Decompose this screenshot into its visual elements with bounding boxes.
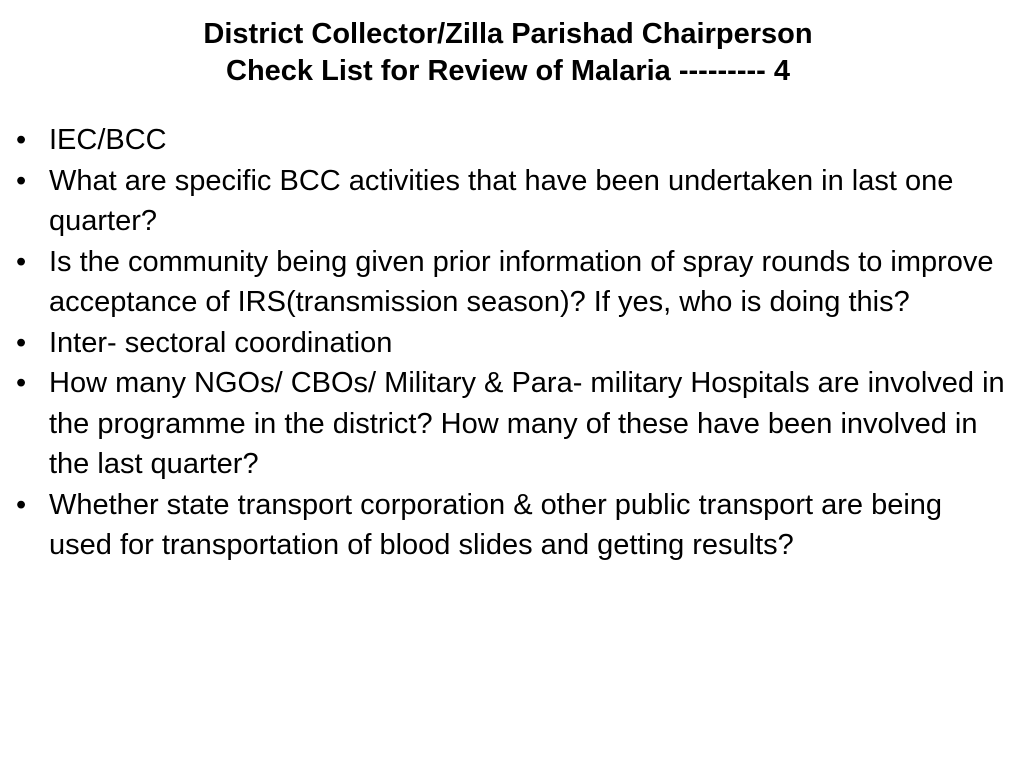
- bullet-item-inter-sectoral: [0, 323, 1010, 364]
- bullet-text: IEC/BCC: [49, 124, 167, 156]
- bullet-item-iec-bcc: [0, 120, 1010, 161]
- bullet-item-bcc-activities: [0, 161, 1010, 242]
- title-line-1: District Collector/Zilla Parishad Chairperson: [203, 18, 813, 50]
- bullet-icon: •: [16, 164, 27, 197]
- bullet-item-transport: [0, 485, 1010, 566]
- bullet-icon: •: [16, 488, 27, 521]
- slide-title: [0, 16, 1016, 90]
- bullet-text: Inter- sectoral coordination: [49, 326, 393, 359]
- bullet-item-spray-rounds: [0, 242, 1010, 323]
- bullet-text: What are specific BCC activities that have been undertaken in last one quarter?: [49, 164, 954, 237]
- bullet-text: Whether state transport corporation & other public transport are being used for transportation of blood slides and getting results?: [49, 488, 943, 561]
- bullet-icon: •: [16, 124, 27, 156]
- bullet-text: How many NGOs/ CBOs/ Military & Para- military Hospitals are involved in the programme in the district? How many of these have been involved in the last quarter?: [49, 367, 1005, 480]
- bullet-icon: •: [16, 326, 27, 359]
- bullet-item-ngos-cbos: [0, 363, 1010, 485]
- bullet-icon: •: [16, 245, 27, 278]
- title-line-2: Check List for Review of Malaria --------- 4: [226, 55, 790, 87]
- bullet-text: Is the community being given prior information of spray rounds to improve acceptance of IRS(transmission season)? If yes, who is doing this?: [49, 245, 994, 318]
- bullet-list: [0, 120, 1010, 566]
- bullet-icon: •: [16, 367, 27, 399]
